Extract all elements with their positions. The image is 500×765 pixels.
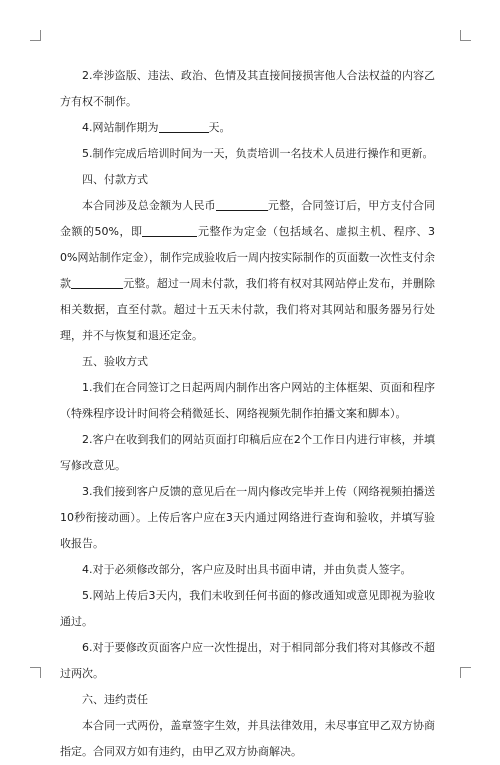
payment-text-3: 元整作为定金（包括域名、虚拟主机、程序、30%网站制作定金），制作完成验收后一周内按实际制作的页面数一次性支付余款 bbox=[60, 225, 436, 290]
payment-text-4: 元整。超过一周未付款，我们将有权对其网站停止发布，并删除相关数据，直至付款。超过十五天未付款，我们将对其网站和服务器另行处理，并不与恢复和退还定金。 bbox=[60, 277, 436, 342]
clause-acceptance-4: 4.对于必须修改部分，客户应及时出具书面申请，并由负责人签字。 bbox=[82, 563, 412, 576]
clause-acceptance-6: 6.对于要修改页面客户应一次性提出，对于相同部分我们将对其修改不超过两次。 bbox=[60, 641, 435, 680]
page-corner-mark-top-right bbox=[460, 30, 471, 41]
payment-text-1: 本合同涉及总金额为人民币 bbox=[82, 199, 216, 212]
clause-acceptance-3: 3.我们接到客户反馈的意见后在一周内修改完毕并上传（网络视频拍播送10秒衔接动画）。上传后客户应在3天内通过网络进行查询和验收，并填写验收报告。 bbox=[60, 485, 435, 550]
clause-acceptance-1: 1.我们在合同签订之日起两周内制作出客户网站的主体框架、页面和程序（特殊程序设计时间将会稍微延长、网络视频先制作拍播文案和脚本）。 bbox=[60, 381, 435, 420]
section-heading-acceptance: 五、验收方式 bbox=[82, 355, 148, 368]
balance-amount-blank-field[interactable] bbox=[71, 276, 123, 289]
deposit-amount-blank-field[interactable] bbox=[142, 224, 197, 237]
clause-content-restriction: 2.牵涉盗版、违法、政治、色情及其直接间接损害他人合法权益的内容乙方有权不制作。 bbox=[60, 69, 435, 108]
production-period-text: 4.网站制作期为 bbox=[82, 121, 159, 134]
clause-payment-terms bbox=[60, 193, 435, 349]
document-body bbox=[60, 63, 435, 765]
clause-acceptance-2: 2.客户在收到我们的网站页面打印稿后应在2个工作日内进行审核，并填写修改意见。 bbox=[60, 433, 435, 472]
production-period-unit: 天。 bbox=[208, 121, 231, 134]
clause-acceptance-5: 5.网站上传后3天内，我们未收到任何书面的修改通知或意见即视为验收通过。 bbox=[60, 589, 435, 628]
total-amount-blank-field[interactable] bbox=[216, 198, 268, 211]
section-heading-payment: 四、付款方式 bbox=[82, 173, 148, 186]
clause-training: 5.制作完成后培训时间为一天，负责培训一名技术人员进行操作和更新。 bbox=[82, 147, 434, 160]
section-heading-liability: 六、违约责任 bbox=[82, 693, 148, 706]
page-corner-mark-bottom-left bbox=[30, 667, 41, 678]
clause-production-period bbox=[60, 115, 435, 141]
page-corner-mark-bottom-right bbox=[460, 667, 471, 678]
days-blank-field[interactable] bbox=[159, 120, 209, 133]
page-corner-mark-top-left bbox=[30, 30, 41, 41]
payment-text-2: 元整，合同签订后，甲方支付合同金额的50%，即 bbox=[60, 199, 436, 238]
clause-liability: 本合同一式两份，盖章签字生效，并具法律效用，未尽事宜甲乙双方协商指定。合同双方如有违约，由甲乙双方协商解决。 bbox=[60, 719, 435, 758]
